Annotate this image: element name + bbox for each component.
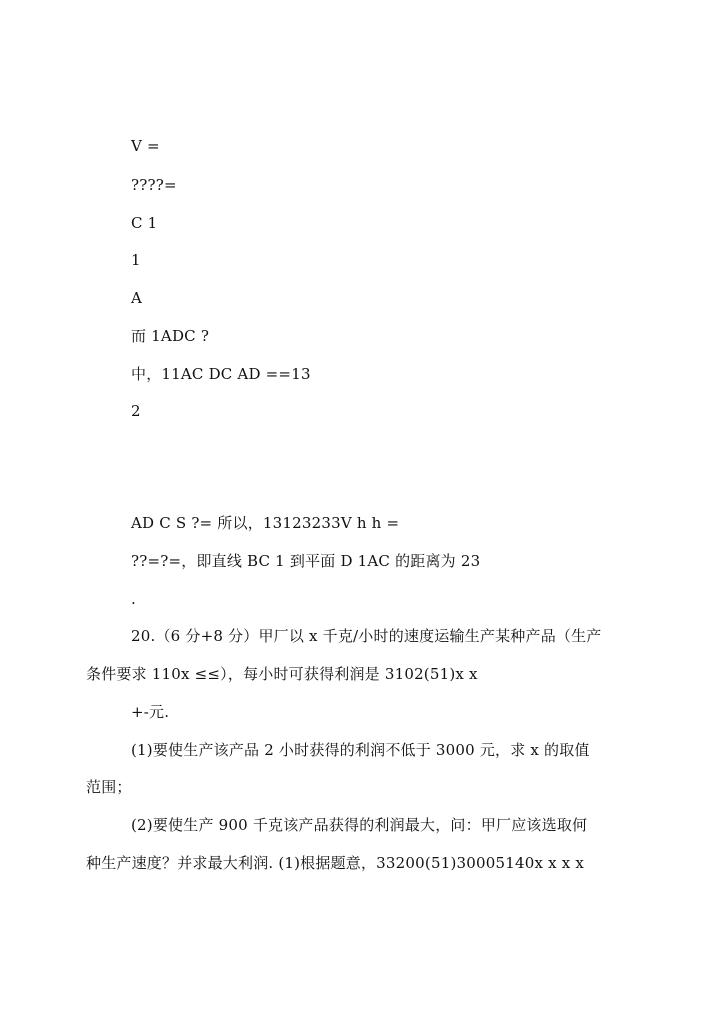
text-line: 种生产速度？并求最大利润. (1)根据题意，33200(51)30005140x x x x (86, 854, 584, 872)
problem-heading: 20.（6 分+8 分）甲厂以 x 千克/小时的速度运输生产某种产品（生产 (131, 627, 602, 645)
text-line: ??=?=，即直线 BC 1 到平面 D 1AC 的距离为 23 (131, 552, 481, 570)
text-line: 2 (131, 402, 141, 420)
text-line: A (131, 289, 143, 307)
text-line: AD C S ?= 所以，13123233V h h = (131, 514, 400, 532)
text-line: +-元. (131, 703, 170, 721)
text-line: 1 (131, 251, 141, 269)
problem-part-1: (1)要使生产该产品 2 小时获得的利润不低于 3000 元，求 x 的取值 (131, 741, 590, 759)
text-line: 中，11AC DC AD ==13 (131, 365, 311, 383)
text-line: C 1 (131, 214, 158, 232)
problem-part-2: (2)要使生产 900 千克该产品获得的利润最大，问：甲厂应该选取何 (131, 816, 588, 834)
text-line: 而 1ADC ? (131, 327, 210, 345)
text-line: . (131, 590, 136, 608)
text-line: ????= (131, 176, 177, 194)
text-line: V = (131, 137, 160, 155)
text-line: 范围； (86, 778, 132, 796)
text-line: 条件要求 110x ≤≤），每小时可获得利润是 3102(51)x x (86, 665, 478, 683)
